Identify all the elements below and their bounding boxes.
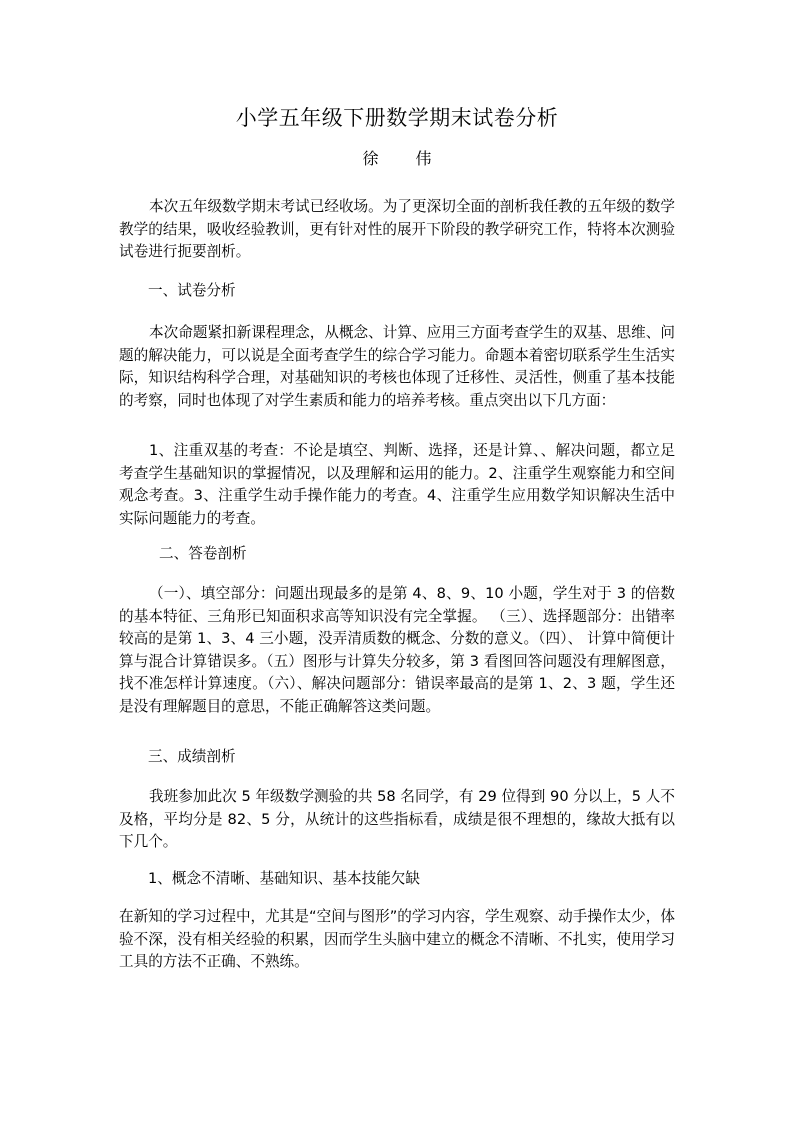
paper-analysis-paragraph: 本次命题紧扣新课程理念，从概念、计算、应用三方面考查学生的双基、思维、问题的解决能力，可以说是全面考查学生的综合学习能力。命题本着密切联系学生生活实际，知识结构科学合理，对基础知识的考核也体现了迁移性、灵活性，侧重了基本技能的考察，同时也体现了对学生素质和能力的培养考核。重点突出以下几方面：: [119, 324, 675, 409]
author-name: 徐 伟: [362, 149, 448, 168]
focus-points-paragraph: 1、注重双基的考查：不论是填空、判断、选择，还是计算、、解决问题，都立足考查学生基础知识的掌握情况，以及理解和运用的能力。2、注重学生观察能力和空间观念考查。3、注重学生动手操作能力的考查。4、注重学生应用数学知识解决生活中实际问题能力的考查。: [119, 442, 675, 527]
page-title: 小学五年级下册数学期末试卷分析: [235, 106, 559, 130]
subheading-concepts: 1、概念不清晰、基础知识、基本技能欠缺: [148, 870, 420, 887]
intro-paragraph: 本次五年级数学期末考试已经收场。为了更深切全面的剖析我任教的五年级的数学教学的结果，吸收经验教训，更有针对性的展开下阶段的教学研究工作，特将本次测验试卷进行扼要剖析。: [119, 198, 675, 260]
section-heading-answer-analysis: 二、答卷剖析: [159, 545, 247, 562]
score-analysis-paragraph: 我班参加此次 5 年级数学测验的共 58 名同学，有 29 位得到 90 分以上，5 人不及格，平均分是 82、5 分，从统计的这些指标看，成绩是很不理想的，缘故大抵有以下几个。: [119, 788, 675, 850]
section-heading-score-analysis: 三、成绩剖析: [148, 748, 236, 765]
section-heading-paper-analysis: 一、试卷分析: [148, 282, 236, 299]
concepts-paragraph: 在新知的学习过程中，尤其是“空间与图形”的学习内容，学生观察、动手操作太少，体验不深，没有相关经验的积累，因而学生头脑中建立的概念不清晰、不扎实，使用学习工具的方法不正确、不熟练。: [119, 908, 675, 970]
answer-analysis-paragraph: （一）、填空部分：问题出现最多的是第 4、8、9、10 小题，学生对于 3 的倍数的基本特征、三角形已知面积求高等知识没有完全掌握。 （三）、选择题部分：出错率较高的是第 1、3、4 三小题，没弄清质数的概念、分数的意义。（四）、 计算中简便计算与混合计算错误多。（五）图形与计算失分较多，第 3 看图回答问题没有理解图意，找不准怎样计算速度。（六）、解决问题部分：错误率最高的是第 1、2、3 题，学生还是没有理解题目的意思，不能正确解答这类问题。: [119, 585, 675, 715]
